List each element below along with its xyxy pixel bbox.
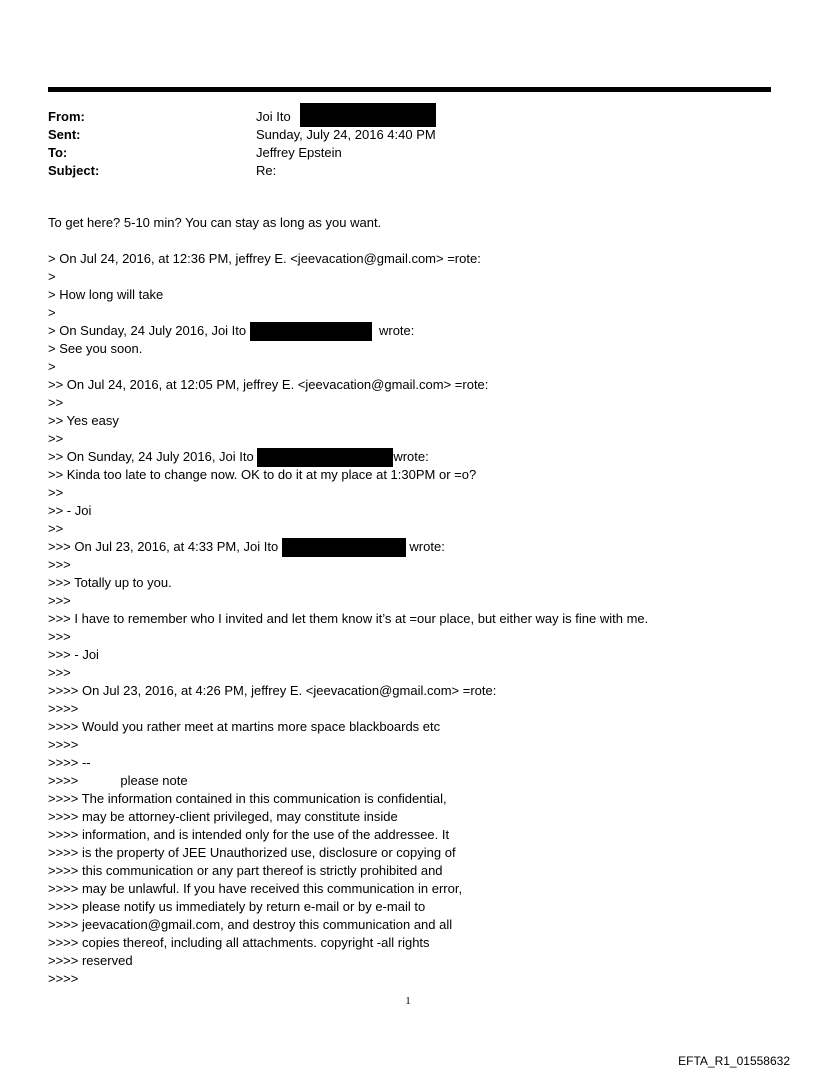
body-line: >>> xyxy=(48,593,71,608)
line-text: >>> On Jul 23, 2016, at 4:33 PM, Joi Ito xyxy=(48,539,282,554)
sent-label: Sent: xyxy=(48,127,81,142)
body-line: >> On Jul 24, 2016, at 12:05 PM, jeffrey E. <jeevacation@gmail.com> =rote: xyxy=(48,377,489,392)
body-line: >>>> The information contained in this communication is confidential, xyxy=(48,791,447,806)
from-label: From: xyxy=(48,109,85,124)
body-line: >> - Joi xyxy=(48,503,92,518)
line-text: wrote: xyxy=(393,449,429,464)
body-line: >>>> may be attorney-client privileged, may constitute inside xyxy=(48,809,398,824)
body-line: >>>> jeevacation@gmail.com, and destroy this communication and all xyxy=(48,917,453,932)
line-text: >> On Sunday, 24 July 2016, Joi Ito xyxy=(48,449,258,464)
body-line: >>>> xyxy=(48,701,79,716)
document-id: EFTA_R1_01558632 xyxy=(678,1054,790,1068)
body-line: >>> Totally up to you. xyxy=(48,575,172,590)
from-value xyxy=(256,108,436,127)
line-text: >>>> xyxy=(48,773,79,788)
body-line: >>> I have to remember who I invited and let them know it’s at =our place, but either way is fine with me. xyxy=(48,611,649,626)
body-line: >> xyxy=(48,431,64,446)
subject-value: Re: xyxy=(256,163,277,178)
body-line: >> xyxy=(48,395,64,410)
to-label: To: xyxy=(48,145,68,160)
body-line: >>>> information, and is intended only for the use of the addressee. It xyxy=(48,827,450,842)
body-line: >>>> this communication or any part thereof is strictly prohibited and xyxy=(48,863,443,878)
body-line: > How long will take xyxy=(48,287,164,302)
body-line xyxy=(48,448,768,466)
header-rule xyxy=(48,87,771,92)
sent-value: Sunday, July 24, 2016 4:40 PM xyxy=(256,127,436,142)
body-line: >>>> xyxy=(48,971,79,986)
body-line: >>>> On Jul 23, 2016, at 4:26 PM, jeffrey E. <jeevacation@gmail.com> =rote: xyxy=(48,683,497,698)
page-number: 1 xyxy=(405,995,411,1007)
body-line: >> xyxy=(48,521,64,536)
body-line: >>>> is the property of JEE Unauthorized use, disclosure or copying of xyxy=(48,845,456,860)
body-line: >> Yes easy xyxy=(48,413,119,428)
body-line: >>> xyxy=(48,665,71,680)
body-line: > xyxy=(48,269,56,284)
body-line xyxy=(48,538,768,556)
body-line: >>>> may be unlawful. If you have received this communication in error, xyxy=(48,881,463,896)
body-line: > On Jul 24, 2016, at 12:36 PM, jeffrey E. <jeevacation@gmail.com> =rote: xyxy=(48,251,481,266)
to-value: Jeffrey Epstein xyxy=(256,145,342,160)
body-line: >>>> -- xyxy=(48,755,91,770)
redaction-block xyxy=(300,103,436,127)
body-line: > See you soon. xyxy=(48,341,143,356)
body-line: To get here? 5-10 min? You can stay as long as you want. xyxy=(48,215,382,230)
body-line: >>>> copies thereof, including all attachments. copyright -all rights xyxy=(48,935,430,950)
email-body xyxy=(48,214,768,988)
line-text: > On Sunday, 24 July 2016, Joi Ito xyxy=(48,323,250,338)
body-line: >> xyxy=(48,485,64,500)
subject-label: Subject: xyxy=(48,163,100,178)
body-line: >>>> reserved xyxy=(48,953,133,968)
redaction-block xyxy=(257,448,393,467)
body-line: >>>> please notify us immediately by return e-mail or by e-mail to xyxy=(48,899,426,914)
line-text: please note xyxy=(120,773,188,788)
body-line: >>>> Would you rather meet at martins more space blackboards etc xyxy=(48,719,441,734)
body-line: >>> xyxy=(48,557,71,572)
line-text: wrote: xyxy=(378,323,415,338)
from-name: Joi Ito xyxy=(256,109,291,124)
body-line xyxy=(48,772,768,790)
redaction-block xyxy=(250,322,372,341)
body-line xyxy=(48,322,768,340)
body-line xyxy=(48,232,768,250)
redaction-block xyxy=(282,538,406,557)
body-line: >> Kinda too late to change now. OK to do it at my place at 1:30PM or =o? xyxy=(48,467,477,482)
line-text: wrote: xyxy=(409,539,445,554)
body-line: >>> - Joi xyxy=(48,647,99,662)
body-line: > xyxy=(48,305,56,320)
body-line: > xyxy=(48,359,56,374)
body-line: >>> xyxy=(48,629,71,644)
body-line: >>>> xyxy=(48,737,79,752)
